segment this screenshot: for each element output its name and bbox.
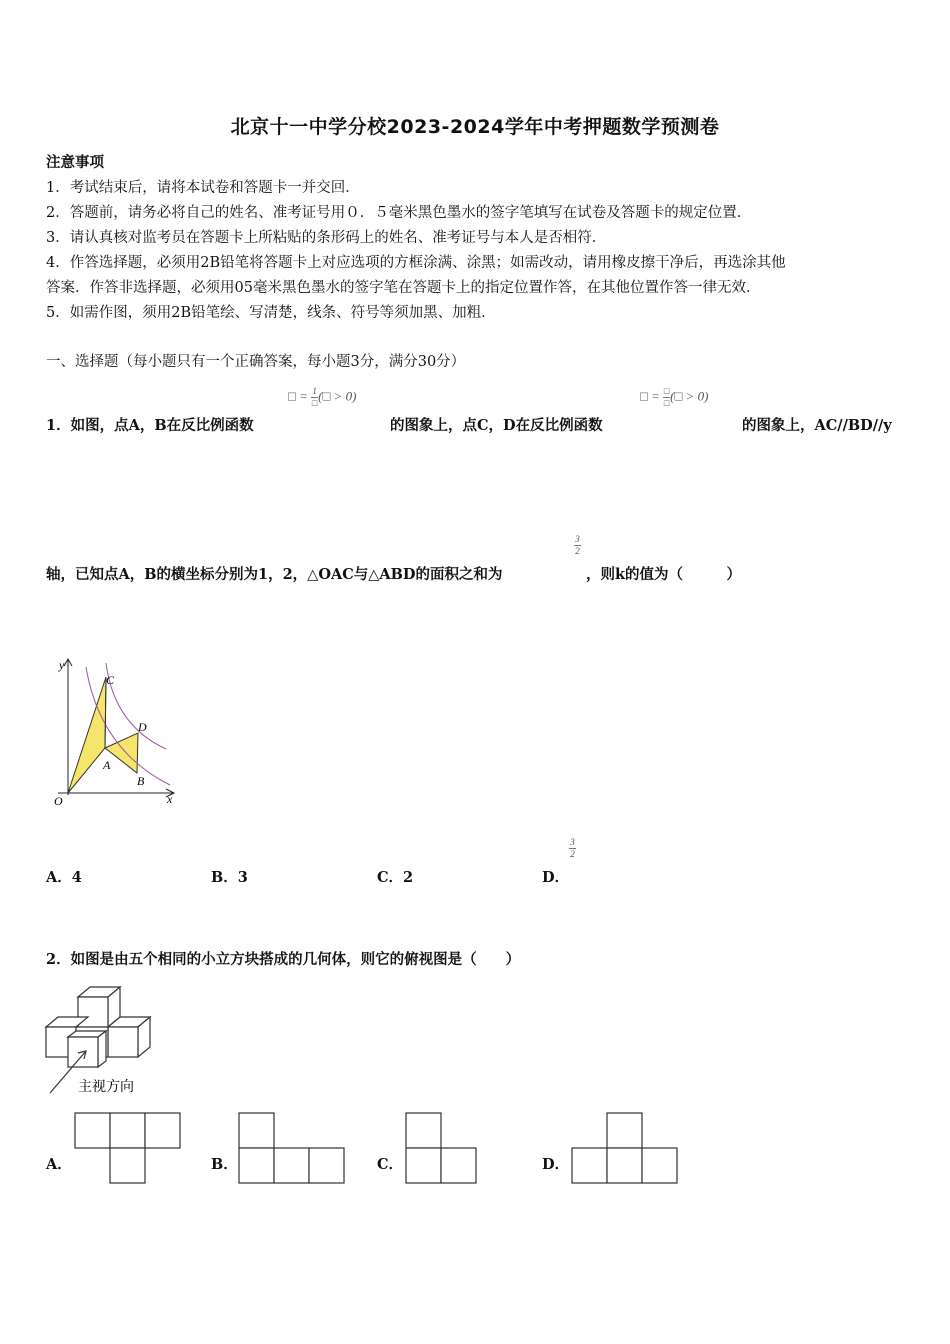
q1-text-line2b: ，则k的值为（ ）: [586, 566, 742, 583]
formula-1: □ = $\frac{1}{□}(□ > 0)$: [288, 386, 357, 408]
notice-item: 4．作答选择题，必须用2B铅笔将答题卡上对应选项的方框涂满、涂黑；如需改动，请用橡皮擦干净后，再选涂其他: [46, 255, 786, 271]
label-c: C: [106, 673, 115, 687]
section-heading: 一、选择题（每小题只有一个正确答案，每小题3分，满分30分）: [46, 354, 466, 370]
notice-item: 3．请认真核对监考员在答题卡上所粘贴的条形码上的姓名、准考证号与本人是否相符．: [46, 230, 607, 246]
label-x: x: [167, 792, 173, 806]
q1-figure: [48, 655, 183, 810]
notice-heading: 注意事项: [46, 154, 104, 171]
label-y: y: [59, 658, 65, 672]
q2-option-d-figure: [571, 1112, 681, 1186]
formula-2: □ = $\frac{□}{□}(□ > 0)$: [640, 386, 709, 408]
q2-option-c[interactable]: C．: [377, 1156, 404, 1173]
q2-cube-figure: [42, 983, 157, 1098]
notice-item: 答案．作答非选择题，必须用05毫米黑色墨水的签字笔在答题卡上的指定位置作答，在其他位置作答一律无效．: [46, 280, 761, 296]
q1-option-d[interactable]: D．: [542, 869, 570, 886]
notice-item: 2．答题前，请务必将自己的姓名、准考证号用０．５毫米黑色墨水的签字笔填写在试卷及答题卡的规定位置．: [46, 205, 752, 221]
q2-option-a[interactable]: A．: [46, 1156, 72, 1173]
q1-option-b[interactable]: B．3: [211, 869, 248, 886]
q1-text-line2a: 轴，已知点A，B的横坐标分别为1，2，△OAC与△ABD的面积之和为: [46, 566, 503, 583]
q2-option-b[interactable]: B．: [211, 1156, 238, 1173]
q2-option-d[interactable]: D．: [542, 1156, 570, 1173]
q2-text: 2．如图是由五个相同的小立方块搭成的几何体，则它的俯视图是（ ）: [46, 951, 521, 968]
q1-text-part2: 的图象上，点C，D在反比例函数: [390, 417, 603, 434]
q2-option-c-figure: [405, 1112, 481, 1186]
q1-text-part3: 的图象上，AC//BD//y: [742, 417, 892, 434]
label-d: D: [138, 720, 147, 734]
notice-item: 5．如需作图，须用2B铅笔绘、写清楚，线条、符号等须加黑、加粗．: [46, 305, 496, 321]
q1-option-a[interactable]: A．4: [46, 869, 82, 886]
label-a: A: [103, 758, 111, 772]
q1-text-part1: 1．如图，点A，B在反比例函数: [46, 417, 254, 434]
q2-option-a-figure: [74, 1112, 184, 1186]
q2-option-b-figure: [238, 1112, 348, 1186]
triangle-oac: [68, 677, 106, 793]
label-b: B: [137, 774, 145, 788]
q1-option-d-fraction: 3 2: [570, 837, 575, 859]
q1-option-c[interactable]: C．2: [377, 869, 414, 886]
page-title: 北京十一中学分校2023-2024学年中考押题数学预测卷: [230, 116, 720, 138]
label-o: O: [54, 794, 63, 808]
direction-label: 主视方向: [78, 1080, 134, 1095]
q1-fraction: 3 2: [575, 534, 580, 556]
notice-item: 1．考试结束后，请将本试卷和答题卡一并交回．: [46, 180, 360, 196]
